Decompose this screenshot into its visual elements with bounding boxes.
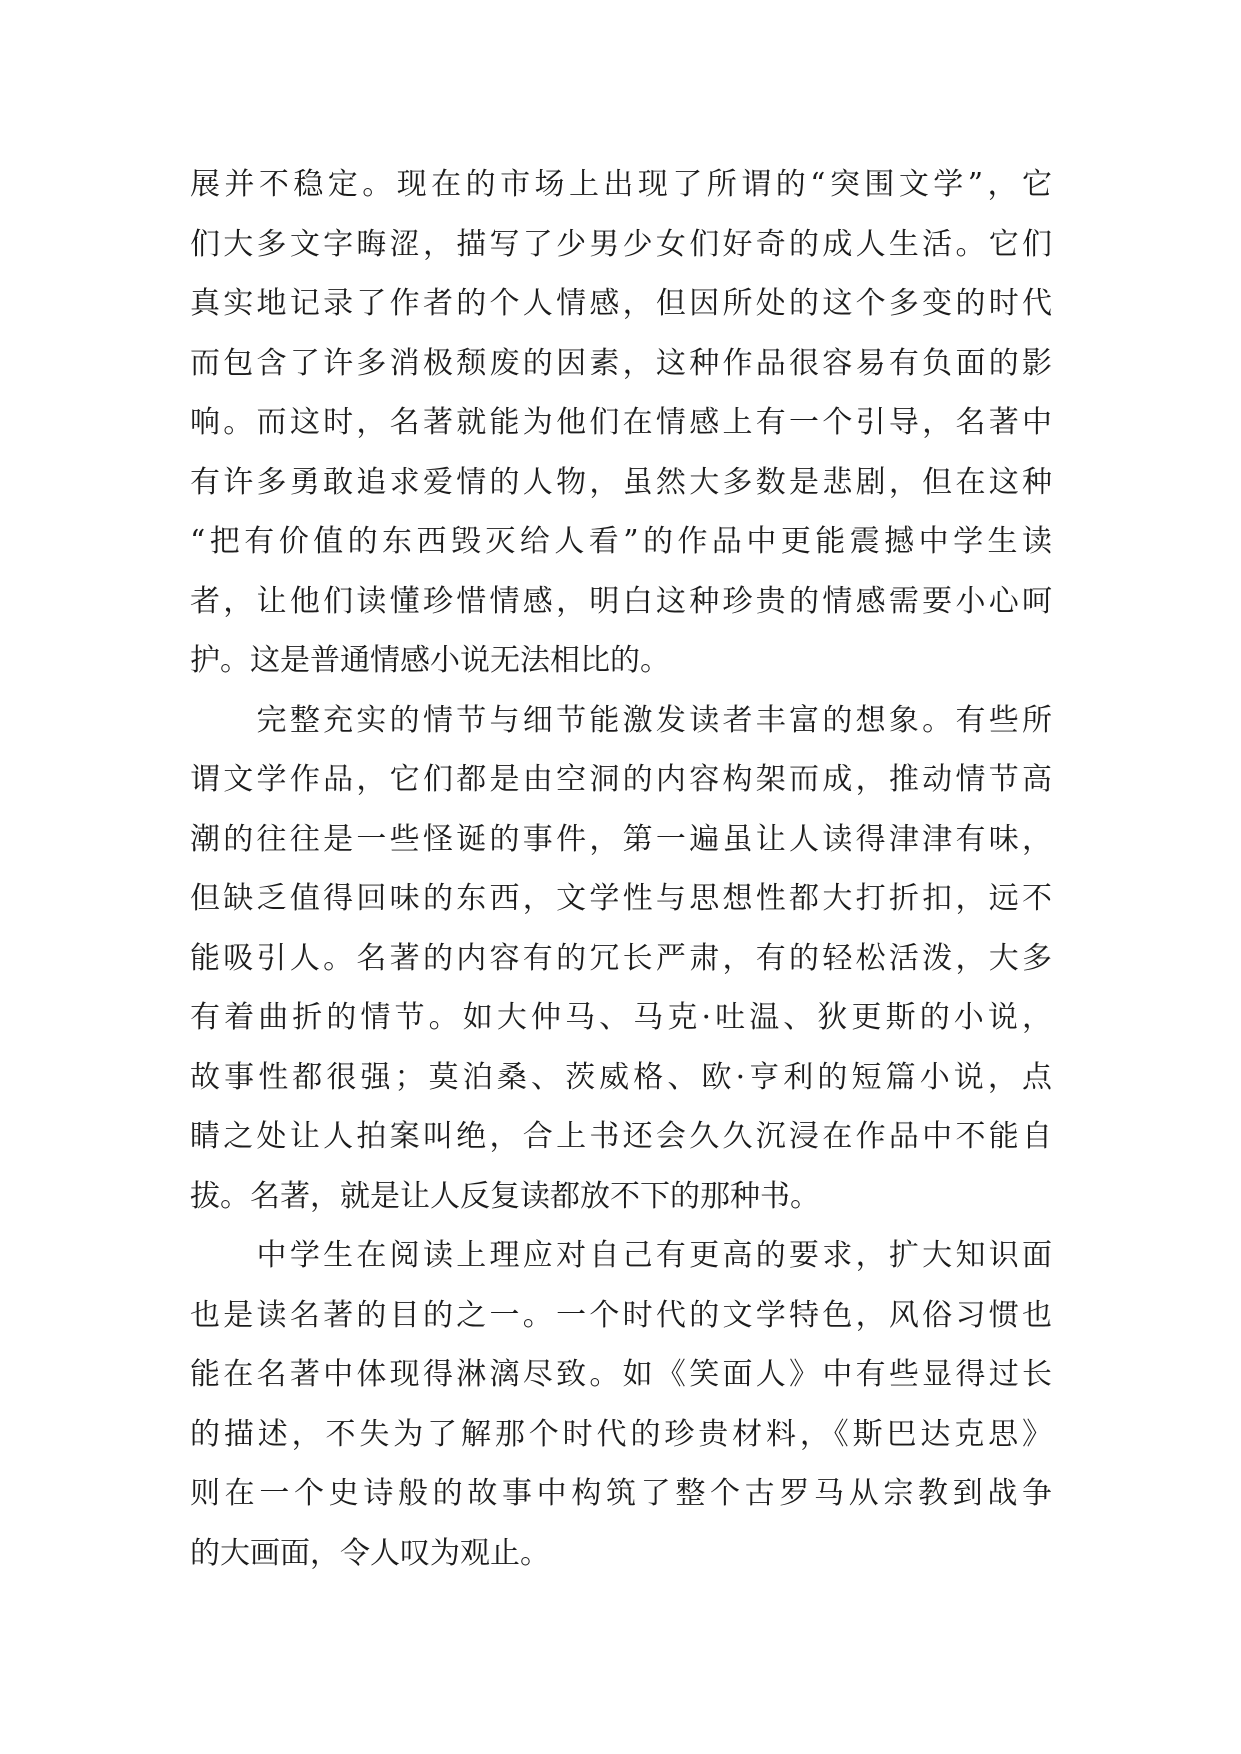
text-line: 护。这是普通情感小说无法相比的。 — [190, 643, 670, 678]
text-line: 但缺乏值得回味的东西，文学性与思想性都大打折扣，远不 — [190, 881, 1052, 916]
text-line: 的大画面，令人叹为观止。 — [190, 1535, 550, 1571]
text-line: 则在一个史诗般的故事中构筑了整个古罗马从宗教到战争 — [190, 1476, 1052, 1511]
text-line: 也是读名著的目的之一。一个时代的文学特色，风俗习惯也 — [190, 1297, 1052, 1333]
text-line: 有着曲折的情节。如大仲马、马克·吐温、狄更斯的小说， — [190, 1000, 1052, 1035]
text-line: 的描述，不失为了解那个时代的珍贵材料，《斯巴达克思》 — [190, 1416, 1052, 1452]
text-line: 响。而这时，名著就能为他们在情感上有一个引导，名著中 — [190, 405, 1052, 440]
text-line: 能在名著中体现得淋漓尽致。如《笑面人》中有些显得过长 — [190, 1357, 1052, 1392]
text-line: 展并不稳定。现在的市场上出现了所谓的“突围文学”，它 — [190, 167, 1052, 202]
body-text — [190, 155, 1052, 1583]
text-line: 谓文学作品，它们都是由空洞的内容构架而成，推动情节高 — [190, 762, 1052, 797]
text-line: 而包含了许多消极颓废的因素，这种作品很容易有负面的影 — [190, 345, 1052, 381]
text-line: 潮的往往是一些怪诞的事件，第一遍虽让人读得津津有味， — [190, 821, 1052, 857]
text-line: 能吸引人。名著的内容有的冗长严肃，有的轻松活泼，大多 — [190, 940, 1052, 976]
text-line: 者，让他们读懂珍惜情感，明白这种珍贵的情感需要小心呵 — [190, 583, 1052, 619]
text-line: “把有价值的东西毁灭给人看”的作品中更能震撼中学生读 — [190, 524, 1052, 559]
text-line: 真实地记录了作者的个人情感，但因所处的这个多变的时代 — [190, 286, 1052, 321]
text-line: 完整充实的情节与细节能激发读者丰富的想象。有些所 — [190, 702, 1052, 738]
text-line: 中学生在阅读上理应对自己有更高的要求，扩大知识面 — [190, 1238, 1052, 1273]
text-line: 睛之处让人拍案叫绝，合上书还会久久沉浸在作品中不能自 — [190, 1119, 1052, 1154]
text-line: 故事性都很强；莫泊桑、茨威格、欧·亨利的短篇小说，点 — [190, 1059, 1052, 1095]
text-line: 拔。名著，就是让人反复读都放不下的那种书。 — [190, 1178, 820, 1214]
text-line: 们大多文字晦涩，描写了少男少女们好奇的成人生活。它们 — [190, 226, 1052, 262]
text-line: 有许多勇敢追求爱情的人物，虽然大多数是悲剧，但在这种 — [190, 464, 1052, 500]
